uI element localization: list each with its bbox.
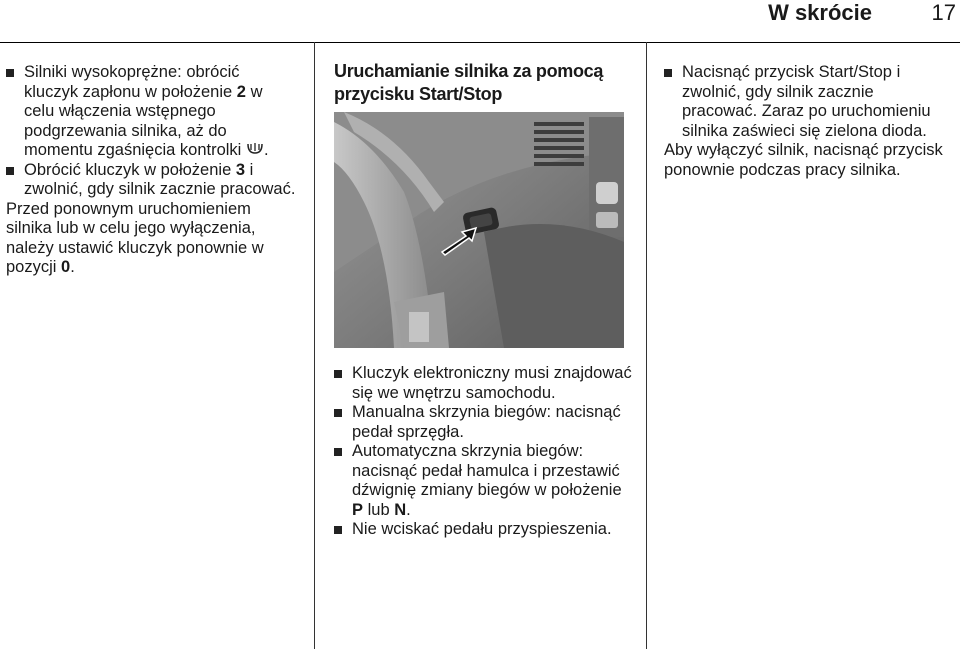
column-divider-right (646, 42, 647, 649)
header-divider (0, 42, 960, 43)
gear-position: P (352, 500, 364, 519)
column-right (664, 63, 952, 180)
paragraph (6, 200, 296, 278)
glow-plug-icon (246, 141, 264, 161)
text: Silniki wysokoprężne: obrócić kluczyk zapłonu w położenie (24, 63, 240, 101)
dashboard-illustration (334, 112, 624, 348)
text: Przed ponownym uruchomieniem silnika lub w celu jego wyłączenia, należy ustawić kluczyk ponownie w pozycji (6, 199, 264, 276)
page-number: 17 (931, 0, 956, 25)
column-middle-list (334, 364, 634, 540)
list-item (6, 161, 296, 200)
list-item (334, 442, 634, 520)
column-middle (334, 60, 634, 106)
list-item: Nie wciskać pedału przyspieszenia. (334, 520, 634, 540)
column-divider-left (314, 42, 315, 649)
column-left (6, 63, 296, 278)
text: Obrócić kluczyk w położenie (24, 160, 236, 179)
text: w celu włączenia wstępnego podgrzewania silnika, aż do momentu zgaśnięcia kontrolki (24, 82, 263, 159)
list-item (6, 63, 296, 161)
text: . (263, 141, 269, 159)
key-position: 3 (235, 160, 246, 179)
key-position: 2 (236, 82, 246, 101)
section-heading: Uruchamianie silnika za pomocą przycisku Start/Stop (334, 61, 604, 104)
text: . (406, 500, 411, 519)
key-position: 0 (61, 258, 71, 276)
text: . (70, 258, 75, 276)
text: lub (363, 500, 395, 519)
list-item: Nacisnąć przycisk Start/Stop i zwolnić, gdy silnik zacznie pracować. Zaraz po uruchomieniu silnika zaświeci się zielona dioda. (664, 63, 952, 141)
text: Automatyczna skrzynia biegów: nacisnąć pedał hamulca i przestawić dźwignię zmiany biegów w położenie (352, 442, 622, 499)
text: i zwolnić, gdy silnik zacznie pracować. (24, 160, 296, 198)
section-title: W skrócie (768, 0, 872, 25)
list-item: Kluczyk elektroniczny musi znajdować się we wnętrzu samochodu. (334, 364, 634, 403)
start-stop-button-figure (334, 112, 624, 348)
list-item: Manualna skrzynia biegów: nacisnąć pedał sprzęgła. (334, 403, 634, 442)
paragraph: Aby wyłączyć silnik, nacisnąć przycisk ponownie podczas pracy silnika. (664, 141, 943, 179)
gear-position: N (394, 500, 407, 519)
